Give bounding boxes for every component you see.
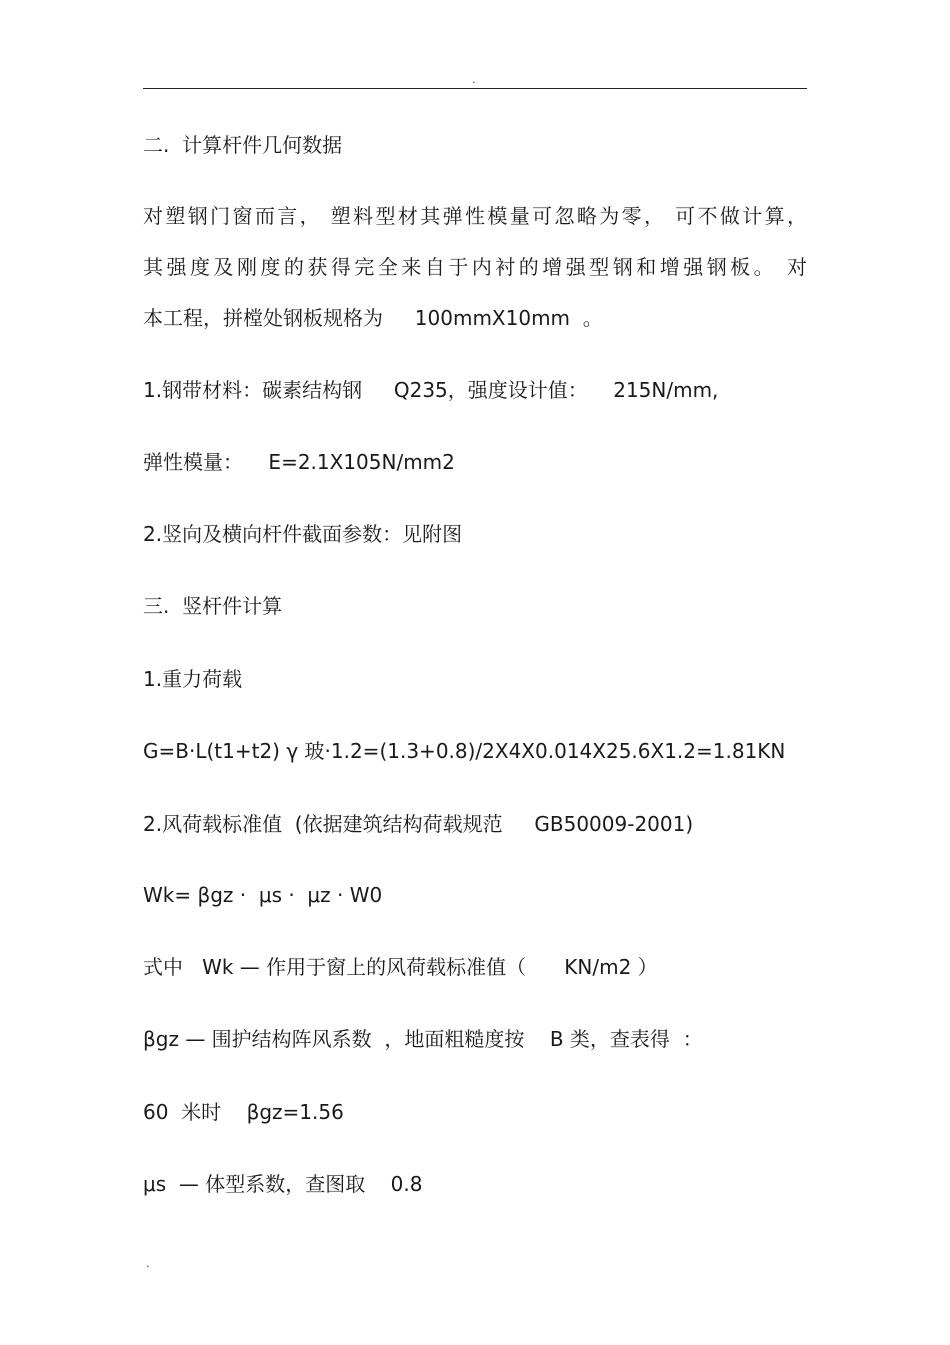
bgz-definition: βgz — 围护结构阵风系数 ，地面粗糙度按 B 类，查表得 ： bbox=[143, 1027, 703, 1051]
wk-definition: 式中 Wk — 作用于窗上的风荷载标准值（ KN/m2 ） bbox=[143, 955, 658, 979]
intro-line-3: 本工程，拼樘处钢板规格为 100mmX10mm 。 bbox=[143, 306, 603, 330]
wind-load-heading: 2.风荷载标准值 (依据建筑结构荷载规范 GB50009-2001) bbox=[143, 812, 694, 836]
elastic-modulus: 弹性模量： E=2.1X105N/mm2 bbox=[143, 450, 455, 474]
gravity-formula: G=B·L(t1+t2) γ 玻·1.2=(1.3+0.8)/2X4X0.014X25.6X1.2=1.81KN bbox=[143, 739, 786, 763]
section-3-heading: 三. 竖杆件计算 bbox=[143, 594, 283, 618]
section-2-heading: 二. 计算杆件几何数据 bbox=[143, 133, 343, 157]
header-rule bbox=[143, 88, 807, 89]
intro-paragraph bbox=[143, 204, 807, 330]
intro-line-1: 对塑钢门窗而言， 塑料型材其弹性模量可忽略为零， 可不做计算， bbox=[143, 204, 807, 228]
gravity-load-heading: 1.重力荷载 bbox=[143, 667, 243, 691]
steel-material-item: 1.钢带材料：碳素结构钢 Q235，强度设计值： 215N/mm, bbox=[143, 378, 719, 402]
bgz-value: 60 米时 βgz=1.56 bbox=[143, 1100, 344, 1124]
header-dot: . bbox=[472, 73, 476, 86]
wind-formula: Wk= βgz · μs · μz · W0 bbox=[143, 883, 383, 907]
section-params-item: 2.竖向及横向杆件截面参数：见附图 bbox=[143, 522, 463, 546]
footer-dot: . bbox=[146, 1257, 150, 1270]
mus-definition: μs — 体型系数，查图取 0.8 bbox=[143, 1172, 423, 1196]
intro-line-2: 其强度及刚度的获得完全来自于内衬的增强型钢和增强钢板。 对 bbox=[143, 255, 807, 279]
